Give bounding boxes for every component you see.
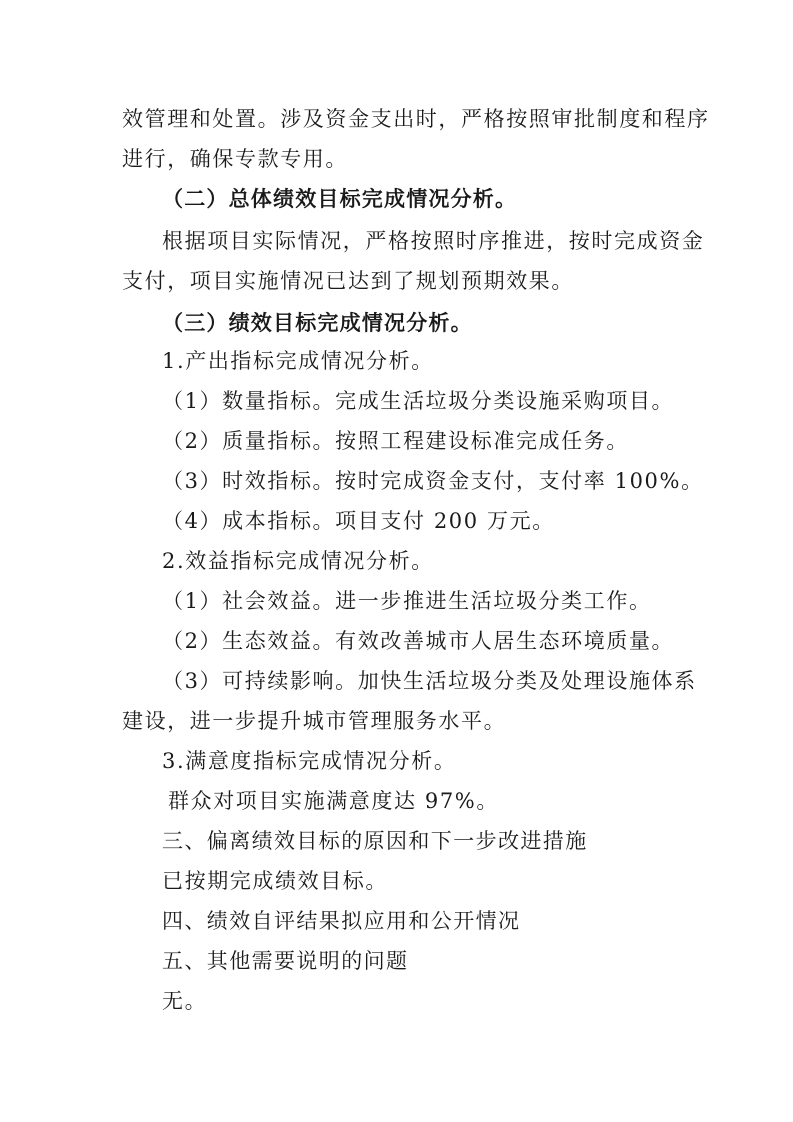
numbered-item: 1.产出指标完成情况分析。 <box>162 349 434 373</box>
body-paragraph-line: 群众对项目实施满意度达 97%。 <box>168 789 499 813</box>
section-subheading: （二）总体绩效目标完成情况分析。 <box>162 187 518 211</box>
list-item: （4）成本指标。项目支付 200 万元。 <box>162 509 555 533</box>
body-paragraph-line: 已按期完成绩效目标。 <box>162 869 388 893</box>
list-item: （2）质量指标。按照工程建设标准完成任务。 <box>162 429 629 453</box>
numbered-item: 2.效益指标完成情况分析。 <box>162 549 434 573</box>
list-item: （3）时效指标。按时完成资金支付，支付率 100%。 <box>162 469 704 493</box>
body-paragraph-line: 建设，进一步提升城市管理服务水平。 <box>122 709 507 733</box>
section-heading: 三、偏离绩效目标的原因和下一步改进措施 <box>162 829 588 853</box>
section-heading: 四、绩效自评结果拟应用和公开情况 <box>162 909 521 933</box>
numbered-item: 3.满意度指标完成情况分析。 <box>162 749 457 773</box>
list-item: （1）数量指标。完成生活垃圾分类设施采购项目。 <box>162 389 675 413</box>
list-item: （3）可持续影响。加快生活垃圾分类及处理设施体系 <box>162 669 697 693</box>
body-paragraph-line: 根据项目实际情况，严格按照时序推进，按时完成资金 <box>162 229 705 253</box>
body-paragraph-line: 效管理和处置。涉及资金支出时，严格按照审批制度和程序 <box>122 107 710 131</box>
list-item: （2）生态效益。有效改善城市人居生态环境质量。 <box>162 629 675 653</box>
body-paragraph-line: 支付，项目实施情况已达到了规划预期效果。 <box>122 269 574 293</box>
body-paragraph-line: 无。 <box>162 989 208 1013</box>
section-heading: 五、其他需要说明的问题 <box>162 949 409 973</box>
list-item: （1）社会效益。进一步推进生活垃圾分类工作。 <box>162 589 652 613</box>
body-paragraph-line: 进行，确保专款专用。 <box>122 147 348 171</box>
section-subheading: （三）绩效目标完成情况分析。 <box>162 311 473 335</box>
